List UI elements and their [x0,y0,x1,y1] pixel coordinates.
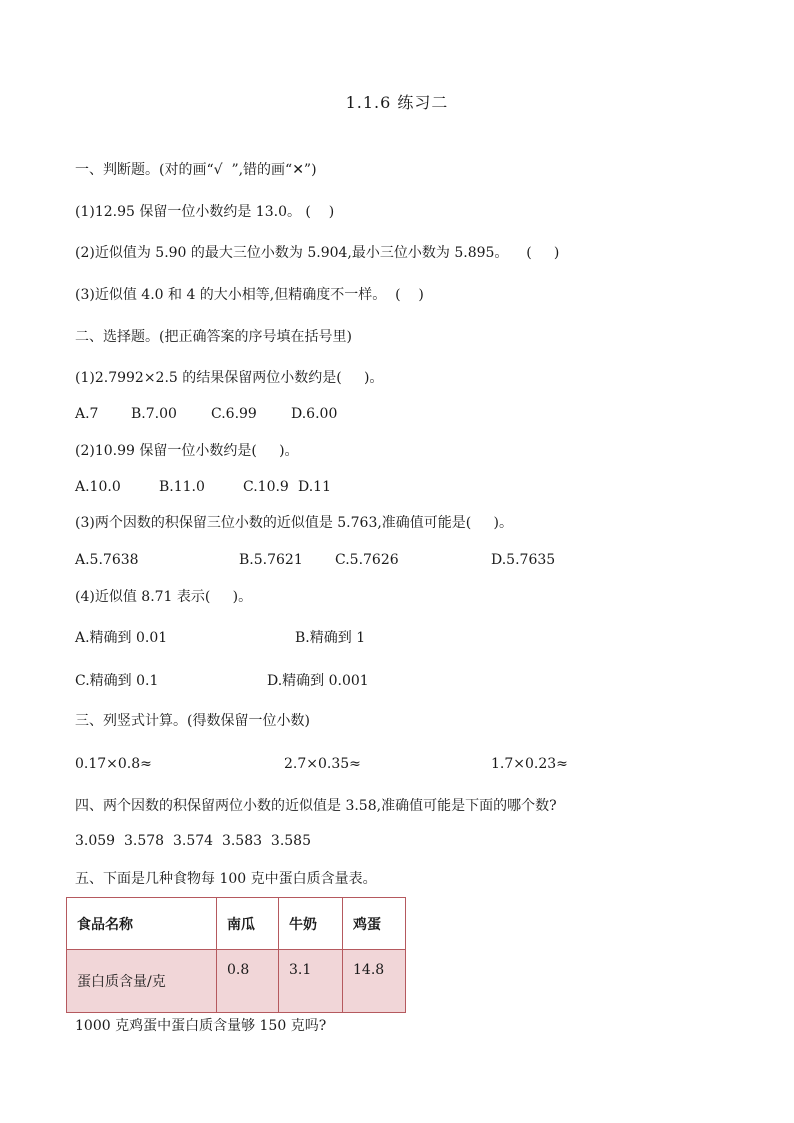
table-header-cell: 南瓜 [217,898,279,950]
s4-numbers: 3.059 3.578 3.574 3.583 3.585 [75,833,311,849]
table-header-row [67,898,406,950]
section-4-heading: 四、两个因数的积保留两位小数的近似值是 3.58,准确值可能是下面的哪个数? [75,798,557,814]
s2-q3-option-c: C.5.7626 [335,552,399,568]
section-5-heading: 五、下面是几种食物每 100 克中蛋白质含量表。 [75,871,377,887]
s1-question-3: (3)近似值 4.0 和 4 的大小相等,但精确度不一样。 ( ) [75,287,424,303]
s1-question-1: (1)12.95 保留一位小数约是 13.0。 ( ) [75,204,335,220]
s2-q3-option-a: A.5.7638 [75,552,139,568]
s1-question-2: (2)近似值为 5.90 的最大三位小数为 5.904,最小三位小数为 5.895。 ( ) [75,245,560,261]
s3-item-3: 1.7×0.23≈ [491,756,568,772]
s2-q2-option-a: A.10.0 [75,479,121,495]
table-header-cell: 牛奶 [279,898,343,950]
s3-item-2: 2.7×0.35≈ [284,756,361,772]
table-row [67,950,406,1013]
s2-q2-option-c: C.10.9 [243,479,289,495]
table-row-label: 蛋白质含量/克 [67,950,217,1013]
s2-q1-option-c: C.6.99 [211,406,257,422]
s2-question-4: (4)近似值 8.71 表示( )。 [75,589,253,605]
s2-q1-option-a: A.7 [75,406,99,422]
s2-q4-option-a: A.精确到 0.01 [75,630,168,646]
s2-q1-option-b: B.7.00 [131,406,177,422]
table-cell: 3.1 [279,950,343,1013]
table-cell: 0.8 [217,950,279,1013]
section-1-heading: 一、判断题。(对的画“√ ”,错的画“✕”) [75,162,317,178]
table-header-cell: 食品名称 [67,898,217,950]
s2-q1-option-d: D.6.00 [291,406,338,422]
table-cell: 14.8 [343,950,406,1013]
s2-q2-option-d: D.11 [298,479,331,495]
s2-question-1: (1)2.7992×2.5 的结果保留两位小数约是( )。 [75,370,384,386]
page-title: 1.1.6 练习二 [345,93,449,112]
s2-q3-option-d: D.5.7635 [491,552,556,568]
protein-table [66,897,406,1013]
s2-q2-option-b: B.11.0 [159,479,205,495]
s5-question: 1000 克鸡蛋中蛋白质含量够 150 克吗? [75,1018,327,1034]
s3-item-1: 0.17×0.8≈ [75,756,152,772]
s2-q4-option-c: C.精确到 0.1 [75,673,159,689]
s2-q4-option-b: B.精确到 1 [295,630,366,646]
section-3-heading: 三、列竖式计算。(得数保留一位小数) [75,713,310,729]
s2-q4-option-d: D.精确到 0.001 [267,673,369,689]
s2-question-2: (2)10.99 保留一位小数约是( )。 [75,443,299,459]
section-2-heading: 二、选择题。(把正确答案的序号填在括号里) [75,329,352,345]
s2-q3-option-b: B.5.7621 [239,552,303,568]
table-header-cell: 鸡蛋 [343,898,406,950]
s2-question-3: (3)两个因数的积保留三位小数的近似值是 5.763,准确值可能是( )。 [75,515,513,531]
